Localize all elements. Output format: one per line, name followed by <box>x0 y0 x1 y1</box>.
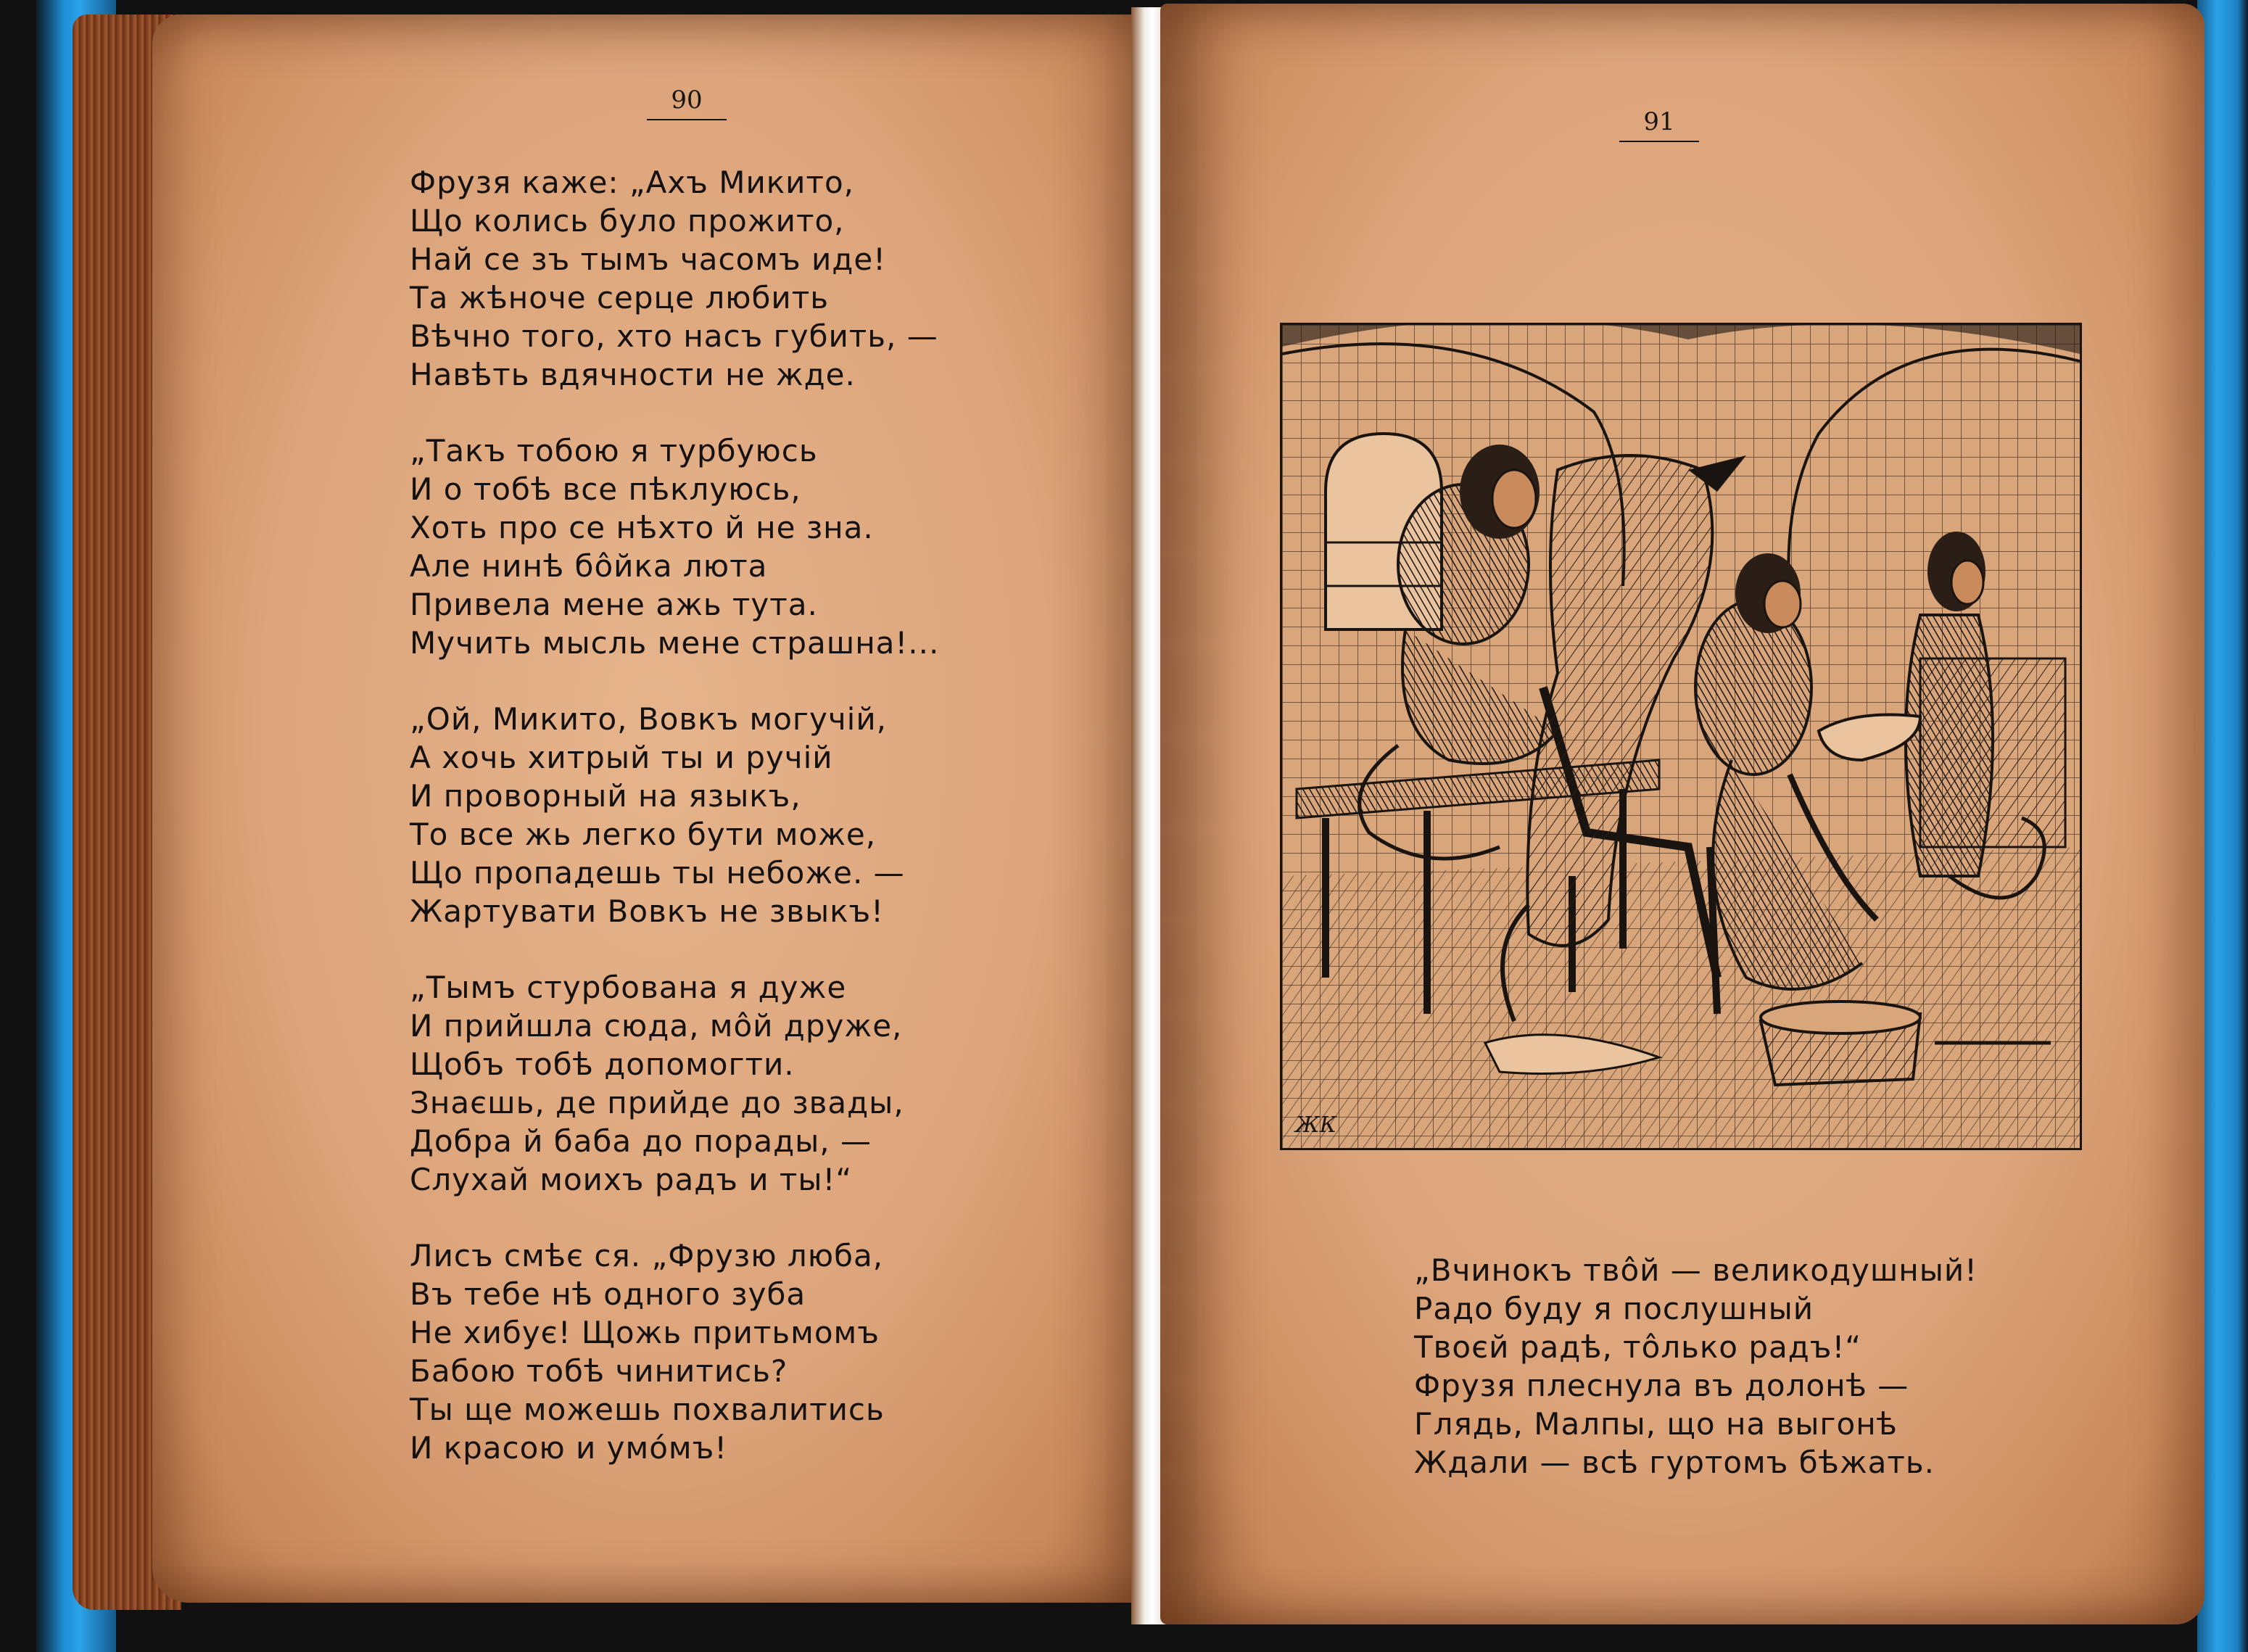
engraving-illustration <box>1280 323 2082 1150</box>
verse-line: Жартувати Вовкъ не звыкъ! <box>410 893 884 929</box>
verse-line: Добра й баба до порады, — <box>410 1123 872 1159</box>
page-number-rule <box>1619 141 1699 142</box>
stanza <box>410 431 939 662</box>
verse-line: „Такъ тобою я турбуюсь <box>410 433 818 468</box>
verse-line: То все жь легко бути може, <box>410 817 877 852</box>
verse-line: Що колись було прожито, <box>410 203 845 239</box>
verse-line: Хоть про се нѣхто й не зна. <box>410 510 874 545</box>
verse-line: И прийшла сюда, мôй друже, <box>410 1008 903 1044</box>
verse-line: Знаєшь, де прийде до звады, <box>410 1085 904 1120</box>
verse-line: Не хибує! Щожь притьмомъ <box>410 1315 880 1350</box>
verse-line: Лисъ смѣє ся. „Фрузю люба, <box>410 1238 884 1273</box>
stanza <box>410 700 939 930</box>
verse-line: Ждали — всѣ гуртомъ бѣжать. <box>1414 1445 1935 1480</box>
artist-monogram: ЖК <box>1295 1112 1336 1138</box>
verse-line: Въ тебе нѣ одного зуба <box>410 1276 806 1312</box>
verse-line: Фрузя плеснула въ долонѣ — <box>1414 1368 1909 1403</box>
verse-line: Глядь, Малпы, що на выгонѣ <box>1414 1406 1898 1442</box>
verse-line: А хочь хитрый ты и ручій <box>410 740 833 775</box>
verse-line: И проворный на языкъ, <box>410 778 801 814</box>
verse-line: Що пропадешь ты небоже. — <box>410 855 905 891</box>
verse-line: Фрузя каже: „Ахъ Микито, <box>410 165 854 200</box>
verse-line: Привела мене ажь тута. <box>410 587 818 622</box>
verse-line: Вѣчно того, хто насъ губить, — <box>410 318 938 354</box>
left-page-verse <box>410 163 939 1505</box>
verse-line: Твоєй радѣ, тôлько радъ!“ <box>1414 1329 1862 1365</box>
verse-line: „Вчинокъ твôй — великодушный! <box>1414 1252 1978 1288</box>
verse-line: Мучить мысль мене страшна!... <box>410 625 940 661</box>
engraving-drawing <box>1282 325 2080 1148</box>
page-number-rule <box>647 119 727 120</box>
verse-line: Та жѣноче серце любить <box>410 280 829 315</box>
verse-line: Ты ще можешь похвалитись <box>410 1392 885 1427</box>
verse-line: И красою и умóмъ! <box>410 1430 728 1466</box>
verse-line: „Тымъ стурбована я дуже <box>410 970 847 1005</box>
verse-line: Бабою тобѣ чинитись? <box>410 1353 788 1389</box>
stanza <box>1414 1251 1978 1482</box>
verse-line: Най се зъ тымъ часомъ иде! <box>410 241 887 277</box>
verse-line: Щобъ тобѣ допомогти. <box>410 1046 795 1082</box>
stanza <box>410 1236 939 1467</box>
stanza <box>410 163 939 394</box>
right-page-number-text: 91 <box>1643 107 1675 136</box>
verse-line: И о тобѣ все пѣклуюсь, <box>410 471 801 507</box>
verse-line: Слухай моихъ радъ и ты!“ <box>410 1162 853 1197</box>
stanza <box>410 968 939 1199</box>
verse-line: Радо буду я послушный <box>1414 1291 1814 1326</box>
verse-line: Але нинѣ бôйка люта <box>410 548 768 584</box>
right-page-number <box>1608 107 1710 142</box>
left-page-number-text: 90 <box>671 86 703 115</box>
verse-line: „Ой, Микито, Вовкъ могучій, <box>410 701 887 737</box>
right-page-verse <box>1414 1251 1978 1519</box>
verse-line: Навѣть вдячности не жде. <box>410 357 856 392</box>
left-page-number <box>636 86 737 120</box>
book-cover-right-edge <box>2197 0 2248 1652</box>
